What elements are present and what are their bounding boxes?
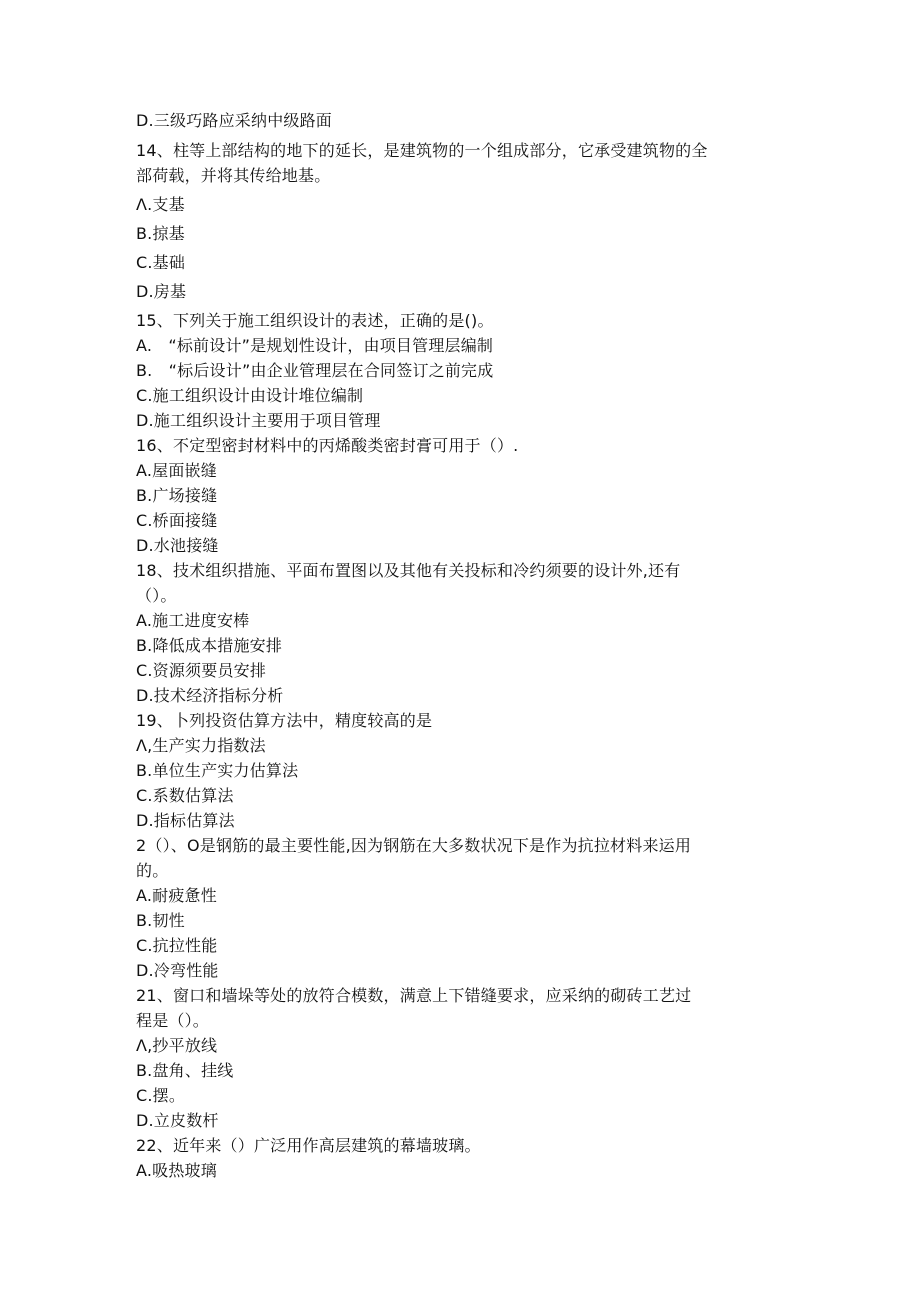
option-b: B.广场接缝 (136, 486, 218, 505)
question-22: 22、近年来（）广泛用作高层建筑的幕墙玻璃。 (136, 1136, 481, 1155)
option-a: Λ.支基 (136, 195, 185, 214)
question-14-line-1: 14、柱等上部结构的地下的延长，是建筑物的一个组成部分，它承受建筑物的全 (136, 141, 708, 160)
option-b: B. “标后设计”由企业管理层在合同签订之前完成 (136, 361, 494, 380)
option-c: C.桥面接缝 (136, 511, 218, 530)
question-21-line-1: 21、窗口和墙垛等处的放符合模数，满意上下错缝要求，应采纳的砌砖工艺过 (136, 986, 692, 1005)
option-a: A.吸热玻璃 (136, 1161, 217, 1180)
question-14-line-2: 部荷载，并将其传给地基。 (136, 166, 331, 185)
question-16: 16、不定型密封材料中的丙烯酸类密封膏可用于（）. (136, 436, 519, 455)
question-19: 19、卜列投资估算方法中，精度较高的是 (136, 711, 433, 730)
option-b: B.盘角、挂线 (136, 1061, 234, 1080)
question-15: 15、下列关于施工组织设计的表述，正确的是()。 (136, 311, 494, 330)
option-b: B.降低成本措施安排 (136, 636, 283, 655)
option-c: C.摆。 (136, 1086, 186, 1105)
option-c: C.资源须要员安排 (136, 661, 267, 680)
option-a: A.屋面嵌缝 (136, 461, 217, 480)
option-d: D.技术经济指标分析 (136, 686, 284, 705)
question-20-line-1: 2（）、O是钢筋的最主要性能,因为钢筋在大多数状况下是作为抗拉材料来运用 (136, 836, 692, 855)
question-18-line-1: 18、技术组织措施、平面布置图以及其他有关投标和冷约须要的设计外,还有 (136, 561, 681, 580)
option-d: D.指标估算法 (136, 811, 235, 830)
option-d: D.施工组织设计主要用于项目管理 (136, 411, 381, 430)
document-page (136, 108, 796, 1183)
option-d: D.水池接缝 (136, 536, 219, 555)
option-b: B.单位生产实力估算法 (136, 761, 299, 780)
question-18-line-2: （）。 (136, 586, 177, 605)
option-a: A.施工进度安棒 (136, 611, 250, 630)
option-b: B.掠基 (136, 224, 185, 243)
option-b: B.韧性 (136, 911, 185, 930)
option-d: D.立皮数杆 (136, 1111, 219, 1130)
option-c: C.施工组织设计由设计堆位编制 (136, 386, 364, 405)
option-c: C.基础 (136, 253, 186, 272)
option-d: D.冷弯性能 (136, 961, 219, 980)
question-20-line-2: 的。 (136, 861, 169, 880)
option-a: Λ,生产实力指数法 (136, 736, 266, 755)
option-d: D.三级巧路应采纳中级路面 (136, 111, 333, 130)
option-a: A.耐疲惫性 (136, 886, 217, 905)
question-21-line-2: 程是（）。 (136, 1011, 210, 1030)
option-c: C.系数估算法 (136, 786, 234, 805)
option-a: A. “标前设计”是规划性设计，由项目管理层编制 (136, 336, 494, 355)
option-d: D.房基 (136, 282, 187, 301)
option-c: C.抗拉性能 (136, 936, 218, 955)
option-a: Λ,抄平放线 (136, 1036, 218, 1055)
